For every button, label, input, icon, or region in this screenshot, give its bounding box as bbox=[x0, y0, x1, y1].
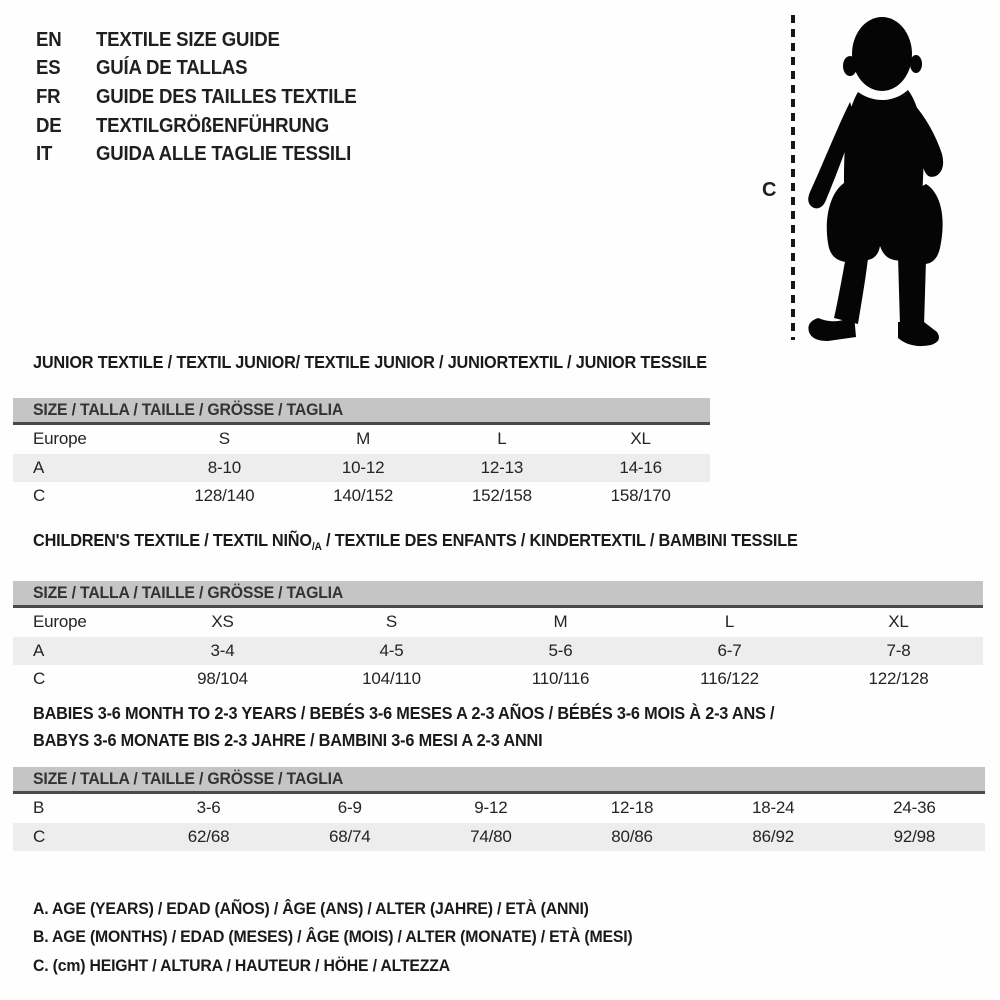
row-label-cell: A bbox=[33, 457, 45, 477]
size-cell: 12-18 bbox=[610, 798, 654, 818]
size-cell: 6-9 bbox=[337, 798, 362, 818]
size-cell: 18-24 bbox=[751, 798, 795, 818]
size-cell: 7-8 bbox=[886, 640, 911, 660]
size-cell: 68/74 bbox=[328, 826, 371, 846]
row-label-cell: C bbox=[33, 826, 46, 846]
table-row bbox=[13, 794, 985, 823]
lang-title: GUIDE DES TAILLES TEXTILE bbox=[96, 85, 357, 108]
section-junior-textile bbox=[13, 352, 710, 511]
size-cell: L bbox=[724, 612, 735, 632]
table-row bbox=[13, 425, 710, 454]
size-cell: 3-4 bbox=[210, 640, 235, 660]
size-cell: XL bbox=[888, 612, 909, 632]
size-cell: M bbox=[356, 429, 371, 449]
lang-code: ES bbox=[36, 57, 61, 80]
language-title-list bbox=[36, 26, 376, 169]
babies-size-table bbox=[13, 794, 985, 851]
table-row bbox=[13, 823, 985, 852]
size-cell: 98/104 bbox=[197, 669, 248, 689]
size-cell: S bbox=[385, 612, 398, 632]
size-cell: 3-6 bbox=[196, 798, 221, 818]
size-cell: 6-7 bbox=[717, 640, 742, 660]
size-cell: XL bbox=[630, 429, 651, 449]
height-measure-label: C bbox=[762, 179, 777, 201]
lang-row-en bbox=[36, 26, 376, 55]
section-title: CHILDREN'S TEXTILE / TEXTIL $NIÑO_{/A}$ / TEXTILE DES ENFANTS / KINDERTEXTIL / BAMBINI TESSILE bbox=[33, 530, 798, 553]
size-cell: 5-6 bbox=[548, 640, 573, 660]
footnote-a: A. AGE (YEARS) / EDAD (AÑOS) / ÂGE (ANS) / ALTER (JAHRE) / ETÀ (ANNI) bbox=[33, 899, 589, 918]
row-label-cell: B bbox=[33, 798, 45, 818]
row-label-cell: C bbox=[33, 486, 46, 506]
size-header-band: SIZE / TALLA / TAILLE / GRÖSSE / TAGLIA bbox=[13, 581, 983, 608]
lang-row-fr bbox=[36, 83, 376, 112]
size-cell: 140/152 bbox=[333, 486, 394, 506]
lang-row-de bbox=[36, 112, 376, 141]
lang-title: TEXTILE SIZE GUIDE bbox=[96, 28, 280, 51]
size-cell: 8-10 bbox=[207, 457, 241, 477]
toddler-silhouette bbox=[808, 17, 943, 346]
toddler-silhouette-icon bbox=[760, 8, 960, 353]
size-cell: L bbox=[497, 429, 507, 449]
children-size-table bbox=[13, 608, 983, 694]
row-label-cell: Europe bbox=[33, 612, 87, 632]
size-cell: 14-16 bbox=[619, 457, 662, 477]
row-label-cell: C bbox=[33, 669, 46, 689]
size-cell: XS bbox=[211, 612, 234, 632]
size-cell: 122/128 bbox=[868, 669, 929, 689]
size-cell: 62/68 bbox=[187, 826, 230, 846]
size-cell: 86/92 bbox=[752, 826, 794, 846]
table-row bbox=[13, 608, 983, 637]
size-header-band: SIZE / TALLA / TAILLE / GRÖSSE / TAGLIA bbox=[13, 767, 985, 794]
lang-title: GUIDA ALLE TAGLIE TESSILI bbox=[96, 143, 352, 166]
row-label-cell: A bbox=[33, 640, 45, 660]
section-babies-textile bbox=[13, 700, 985, 851]
lang-code: IT bbox=[36, 143, 53, 166]
size-cell: 12-13 bbox=[480, 457, 524, 477]
size-header-band: SIZE / TALLA / TAILLE / GRÖSSE / TAGLIA bbox=[13, 398, 710, 425]
size-cell: 10-12 bbox=[341, 457, 385, 477]
junior-size-table bbox=[13, 425, 710, 511]
lang-code: DE bbox=[36, 114, 62, 137]
size-cell: 9-12 bbox=[474, 798, 508, 818]
size-cell: 4-5 bbox=[379, 640, 404, 660]
size-cell: 110/116 bbox=[531, 669, 590, 689]
lang-code: FR bbox=[36, 85, 61, 108]
nino-a-subscript: /A bbox=[311, 541, 322, 553]
size-cell: 116/122 bbox=[700, 669, 759, 689]
footnotes bbox=[33, 895, 678, 980]
section-children-textile bbox=[13, 530, 983, 694]
row-label-cell: Europe bbox=[33, 429, 87, 449]
lang-title: TEXTILGRÖßENFÜHRUNG bbox=[96, 114, 330, 137]
size-cell: 92/98 bbox=[893, 826, 936, 846]
section-title: BABIES 3-6 MONTH TO 2-3 YEARS / BEBÉS 3-6 MESES A 2-3 AÑOS / BÉBÉS 3-6 MOIS À 2-3 ANS / BABYS 3-6 MONATE BIS 2-3 JAHRE / BAMBINI 3-6 MESI A 2-3 ANNI bbox=[33, 703, 775, 750]
footnote-b: B. AGE (MONTHS) / EDAD (MESES) / ÂGE (MOIS) / ALTER (MONATE) / ETÀ (MESI) bbox=[33, 927, 633, 947]
table-row bbox=[13, 637, 983, 666]
section-title: JUNIOR TEXTILE / TEXTIL JUNIOR/ TEXTILE JUNIOR / JUNIORTEXTIL / JUNIOR TESSILE bbox=[33, 352, 707, 372]
size-cell: M bbox=[553, 612, 568, 632]
table-row bbox=[13, 482, 710, 511]
lang-row-it bbox=[36, 140, 376, 169]
footnote-c: C. (cm) HEIGHT / ALTURA / HAUTEUR / HÖHE / ALTEZZA bbox=[33, 955, 450, 975]
table-row bbox=[13, 665, 983, 694]
size-cell: 128/140 bbox=[194, 486, 255, 506]
size-cell: 158/170 bbox=[610, 486, 671, 506]
size-cell: 74/80 bbox=[470, 826, 512, 846]
table-row bbox=[13, 454, 710, 483]
size-cell: 80/86 bbox=[611, 826, 653, 846]
lang-row-es bbox=[36, 55, 376, 84]
size-cell: 152/158 bbox=[471, 486, 532, 506]
size-cell: 24-36 bbox=[893, 798, 936, 818]
lang-title: GUÍA DE TALLAS bbox=[96, 57, 248, 80]
size-cell: 104/110 bbox=[362, 669, 421, 689]
size-cell: S bbox=[218, 429, 230, 449]
lang-code: EN bbox=[36, 28, 62, 51]
